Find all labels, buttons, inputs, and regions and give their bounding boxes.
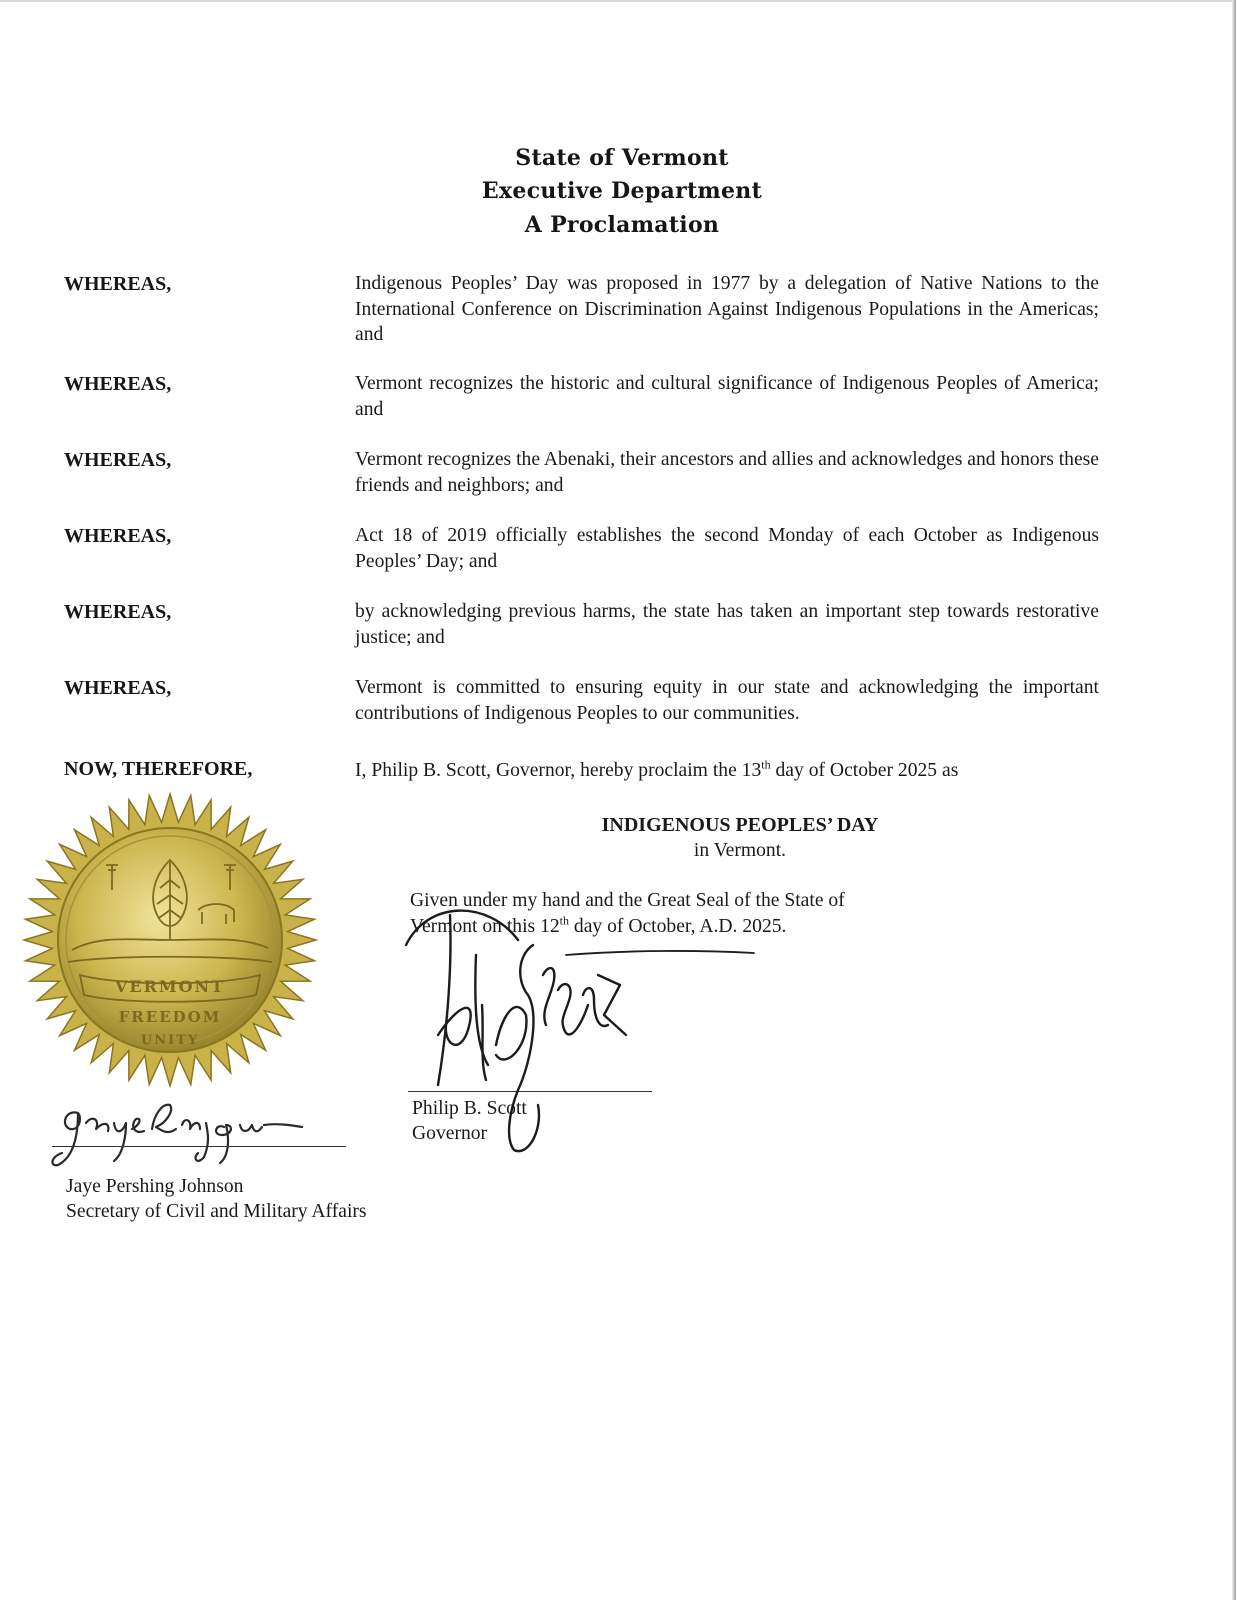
- clause-label: WHEREAS,: [64, 373, 172, 395]
- clause-label: WHEREAS,: [64, 273, 172, 295]
- clause-label: WHEREAS,: [64, 525, 172, 547]
- header-department: Executive Department: [481, 178, 763, 204]
- given-text-after: day of October, A.D. 2025.: [569, 915, 787, 937]
- proclamation-subtitle: in Vermont.: [693, 840, 787, 861]
- scan-edge-right: [1232, 0, 1236, 1600]
- proclaim-ordinal: th: [761, 757, 771, 772]
- governor-block: [412, 1096, 527, 1146]
- proclaim-text-after: day of October 2025 as: [770, 760, 959, 781]
- clause-text: Vermont recognizes the Abenaki, their ancestors and allies and acknowledges and honors these friends and neighbors; and: [355, 449, 1099, 496]
- clause-text: Vermont is committed to ensuring equity in our state and acknowledging the important contributions of Indigenous Peoples to our communities.: [355, 677, 1099, 724]
- given-ordinal: th: [559, 912, 570, 927]
- clause-label: WHEREAS,: [64, 601, 172, 623]
- proclaim-line: [355, 757, 959, 782]
- secretary-signature: [44, 1095, 314, 1175]
- secretary-name: Jaye Pershing Johnson: [66, 1176, 244, 1197]
- given-line-1: Given under my hand and the Great Seal of the State of: [410, 890, 845, 911]
- clause-text: by acknowledging previous harms, the state has taken an important step towards restorative justice; and: [355, 601, 1099, 648]
- proclaim-text-before: I, Philip B. Scott, Governor, hereby proclaim the 13: [355, 760, 762, 781]
- clause-text: Act 18 of 2019 officially establishes the second Monday of each October as Indigenous Peoples’ Day; and: [355, 525, 1099, 572]
- great-seal-of-vermont: [20, 790, 320, 1090]
- header-state: State of Vermont: [515, 145, 729, 171]
- clause-text: Vermont recognizes the historic and cultural significance of Indigenous Peoples of America; and: [355, 373, 1099, 420]
- clause-label: WHEREAS,: [64, 449, 172, 471]
- governor-title: Governor: [412, 1123, 488, 1144]
- clause-label: WHEREAS,: [64, 677, 172, 699]
- secretary-title: Secretary of Civil and Military Affairs: [66, 1201, 367, 1222]
- secretary-block: [66, 1174, 367, 1224]
- seal-state-text: VERMONT: [114, 977, 226, 996]
- secretary-signature-line: [52, 1146, 346, 1147]
- now-therefore-label: NOW, THEREFORE,: [64, 758, 253, 780]
- seal-motto-freedom: FREEDOM: [118, 1008, 222, 1026]
- governor-name: Philip B. Scott: [412, 1098, 527, 1119]
- scan-edge-top: [0, 0, 1236, 2]
- given-text-before: Vermont on this 12: [410, 915, 560, 937]
- header-proclamation: A Proclamation: [524, 212, 720, 238]
- proclamation-title: INDIGENOUS PEOPLES’ DAY: [601, 814, 879, 836]
- clause-text: Indigenous Peoples’ Day was proposed in 1977 by a delegation of Native Nations to the International Conference on Discrimination Against Indigenous Populations in the Americas; and: [355, 273, 1099, 345]
- seal-motto-unity: UNITY: [140, 1033, 200, 1048]
